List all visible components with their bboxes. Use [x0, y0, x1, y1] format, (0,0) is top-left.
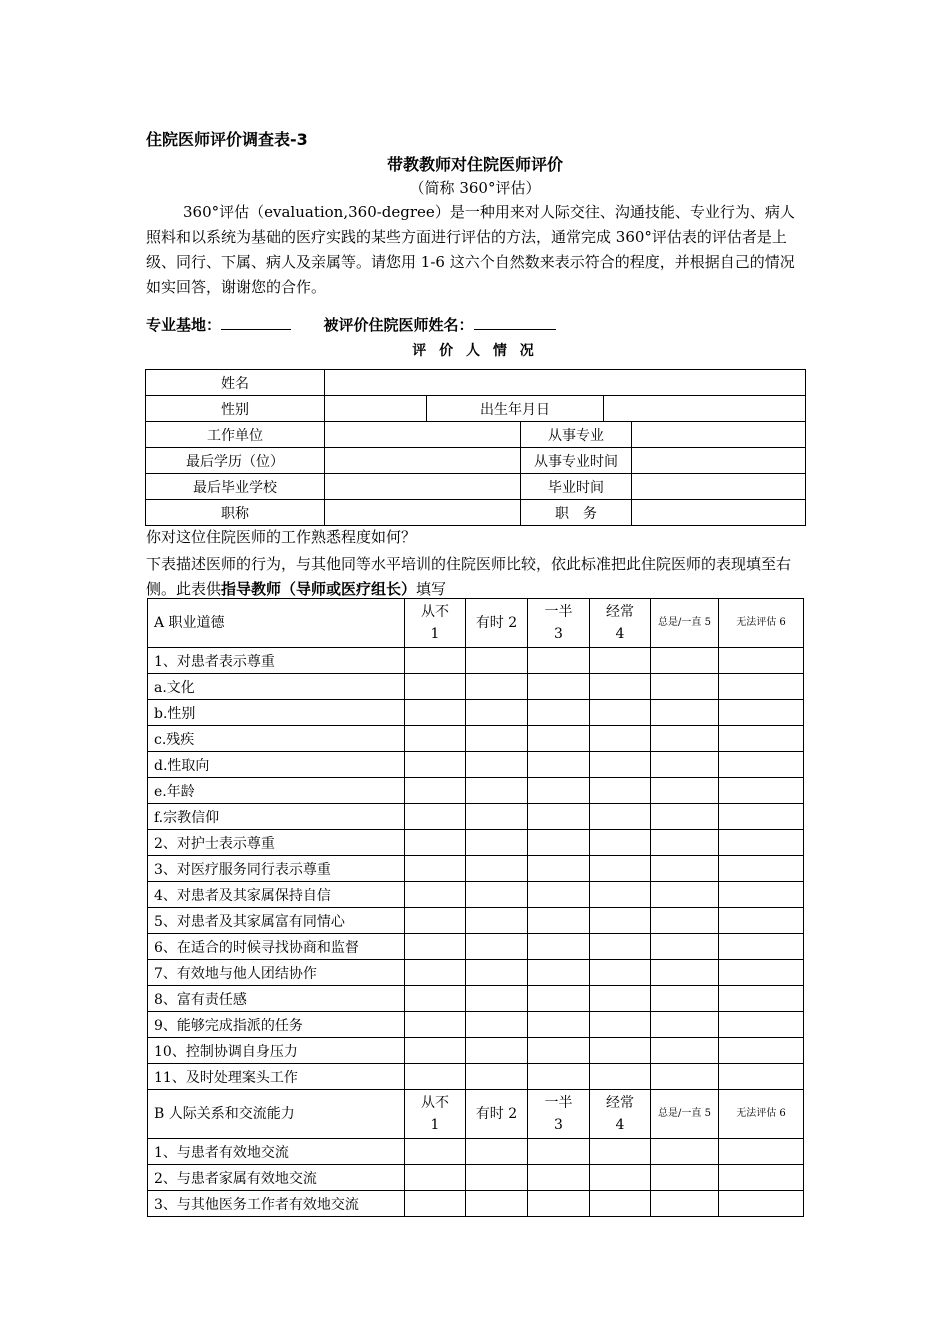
education-label: 最后学历（位） [146, 448, 325, 474]
name-label: 姓名 [146, 370, 325, 396]
rating-cell-3[interactable] [528, 882, 590, 908]
rating-cell-1[interactable] [405, 1165, 466, 1191]
school-input[interactable] [325, 474, 521, 500]
item-label: f.宗教信仰 [148, 804, 405, 830]
rating-cell-3[interactable] [528, 830, 590, 856]
rating-cell-5[interactable] [651, 1064, 719, 1090]
scale-unable: 无法评估 6 [719, 1090, 804, 1139]
rating-cell-1[interactable] [405, 1139, 466, 1165]
item-label: 2、对护士表示尊重 [148, 830, 405, 856]
table-row [148, 778, 804, 804]
gender-label: 性别 [146, 396, 325, 422]
rating-cell-3[interactable] [528, 700, 590, 726]
rating-cell-1[interactable] [405, 986, 466, 1012]
rating-cell-2[interactable] [466, 1139, 528, 1165]
gender-input[interactable] [325, 396, 427, 422]
rating-cell-5[interactable] [651, 882, 719, 908]
rating-cell-6[interactable] [719, 700, 804, 726]
rating-cell-1[interactable] [405, 648, 466, 674]
table-row [148, 908, 804, 934]
rating-cell-1[interactable] [405, 934, 466, 960]
rating-cell-2[interactable] [466, 674, 528, 700]
rating-cell-2[interactable] [466, 856, 528, 882]
section-header-row [148, 1090, 804, 1139]
description-suffix: 填写 [416, 580, 447, 598]
rating-cell-5[interactable] [651, 908, 719, 934]
rating-cell-3[interactable] [528, 1012, 590, 1038]
table-row [148, 674, 804, 700]
graduation-time-input[interactable] [632, 474, 806, 500]
rating-cell-1[interactable] [405, 1064, 466, 1090]
specialty-input[interactable] [632, 422, 806, 448]
rating-cell-3[interactable] [528, 648, 590, 674]
rating-cell-6[interactable] [719, 856, 804, 882]
school-label: 最后毕业学校 [146, 474, 325, 500]
rating-cell-1[interactable] [405, 1012, 466, 1038]
table-row [146, 422, 806, 448]
rating-cell-4[interactable] [590, 1064, 651, 1090]
description-bold: 指导教师（导师或医疗组长） [221, 580, 417, 598]
rating-cell-4[interactable] [590, 778, 651, 804]
rating-cell-1[interactable] [405, 882, 466, 908]
rating-cell-2[interactable] [466, 882, 528, 908]
rating-cell-4[interactable] [590, 934, 651, 960]
birth-input[interactable] [604, 396, 806, 422]
rating-cell-6[interactable] [719, 908, 804, 934]
rating-cell-1[interactable] [405, 700, 466, 726]
rating-cell-5[interactable] [651, 934, 719, 960]
section-header-row [148, 599, 804, 648]
rating-cell-3[interactable] [528, 934, 590, 960]
evaluation-table [147, 598, 804, 1217]
table-row [146, 474, 806, 500]
rating-cell-6[interactable] [719, 1038, 804, 1064]
rating-cell-5[interactable] [651, 986, 719, 1012]
birth-label: 出生年月日 [427, 396, 604, 422]
document-subtitle: （简称 360°评估） [409, 179, 541, 197]
rating-cell-6[interactable] [719, 778, 804, 804]
rating-cell-4[interactable] [590, 1012, 651, 1038]
table-row [148, 882, 804, 908]
fields-line [146, 314, 556, 335]
scale-half: 一半 3 [528, 1090, 590, 1139]
table-row [148, 960, 804, 986]
rating-cell-3[interactable] [528, 986, 590, 1012]
table-row [146, 370, 806, 396]
familiarity-question: 你对这位住院医师的工作熟悉程度如何？ [146, 528, 417, 546]
rating-cell-4[interactable] [590, 752, 651, 778]
rating-cell-6[interactable] [719, 726, 804, 752]
rating-cell-3[interactable] [528, 908, 590, 934]
rating-cell-3[interactable] [528, 1064, 590, 1090]
rating-cell-2[interactable] [466, 1012, 528, 1038]
description-prefix: 下表描述医师的行为，与其他同等水平培训的住院医师比较，依此标准把此住院医师的表现填至右侧。此表供 [146, 555, 792, 598]
rating-cell-2[interactable] [466, 700, 528, 726]
specialty-time-input[interactable] [632, 448, 806, 474]
item-label: 9、能够完成指派的任务 [148, 1012, 405, 1038]
rating-cell-3[interactable] [528, 778, 590, 804]
rating-cell-4[interactable] [590, 674, 651, 700]
item-label: 11、及时处理案头工作 [148, 1064, 405, 1090]
rating-cell-1[interactable] [405, 674, 466, 700]
evaluator-info-table [145, 369, 806, 526]
rating-cell-3[interactable] [528, 752, 590, 778]
scale-sometimes: 有时 2 [466, 1090, 528, 1139]
rating-cell-1[interactable] [405, 908, 466, 934]
rating-cell-2[interactable] [466, 960, 528, 986]
rating-cell-6[interactable] [719, 1139, 804, 1165]
rating-cell-5[interactable] [651, 1139, 719, 1165]
table-row [148, 986, 804, 1012]
table-row [148, 1191, 804, 1217]
scale-sometimes: 有时 2 [466, 599, 528, 648]
rating-cell-6[interactable] [719, 934, 804, 960]
section-a-title: A 职业道德 [148, 599, 405, 648]
rating-cell-2[interactable] [466, 830, 528, 856]
rating-cell-5[interactable] [651, 856, 719, 882]
rating-cell-5[interactable] [651, 1165, 719, 1191]
item-label: d.性取向 [148, 752, 405, 778]
rating-cell-6[interactable] [719, 882, 804, 908]
rating-cell-4[interactable] [590, 648, 651, 674]
item-label: 1、对患者表示尊重 [148, 648, 405, 674]
item-label: 4、对患者及其家属保持自信 [148, 882, 405, 908]
rating-cell-6[interactable] [719, 830, 804, 856]
position-input[interactable] [632, 500, 806, 526]
section-a [148, 599, 804, 1090]
education-input[interactable] [325, 448, 521, 474]
rating-cell-6[interactable] [719, 648, 804, 674]
item-label: 3、对医疗服务同行表示尊重 [148, 856, 405, 882]
rating-cell-5[interactable] [651, 1012, 719, 1038]
item-label: 5、对患者及其家属富有同情心 [148, 908, 405, 934]
rating-cell-5[interactable] [651, 648, 719, 674]
rating-cell-1[interactable] [405, 804, 466, 830]
rating-cell-5[interactable] [651, 752, 719, 778]
rating-cell-3[interactable] [528, 804, 590, 830]
rating-cell-2[interactable] [466, 1038, 528, 1064]
table-row [148, 700, 804, 726]
table-row [148, 726, 804, 752]
table-row [148, 752, 804, 778]
specialty-label: 从事专业 [521, 422, 632, 448]
rating-cell-4[interactable] [590, 882, 651, 908]
scale-often: 经常 4 [590, 599, 651, 648]
scale-unable: 无法评估 6 [719, 599, 804, 648]
rating-cell-6[interactable] [719, 752, 804, 778]
rating-cell-2[interactable] [466, 648, 528, 674]
rating-cell-1[interactable] [405, 778, 466, 804]
rating-cell-1[interactable] [405, 726, 466, 752]
rating-cell-4[interactable] [590, 986, 651, 1012]
rating-cell-4[interactable] [590, 1165, 651, 1191]
scale-often: 经常 4 [590, 1090, 651, 1139]
scale-always: 总是/一直 5 [651, 599, 719, 648]
table-row [148, 1038, 804, 1064]
rating-cell-3[interactable] [528, 726, 590, 752]
table-row [148, 934, 804, 960]
rating-cell-6[interactable] [719, 960, 804, 986]
rating-cell-2[interactable] [466, 752, 528, 778]
item-label: b.性别 [148, 700, 405, 726]
rating-cell-4[interactable] [590, 804, 651, 830]
section-b-title: B 人际关系和交流能力 [148, 1090, 405, 1139]
rating-cell-5[interactable] [651, 726, 719, 752]
rating-cell-2[interactable] [466, 1064, 528, 1090]
resident-name-input[interactable] [474, 314, 556, 330]
scale-never: 从不 1 [405, 1090, 466, 1139]
rating-cell-1[interactable] [405, 752, 466, 778]
table-row [148, 1139, 804, 1165]
item-label: 7、有效地与他人团结协作 [148, 960, 405, 986]
rating-cell-1[interactable] [405, 1191, 466, 1217]
rating-cell-6[interactable] [719, 1165, 804, 1191]
table-row [148, 1012, 804, 1038]
rating-cell-6[interactable] [719, 1064, 804, 1090]
item-label: 6、在适合的时候寻找协商和监督 [148, 934, 405, 960]
item-label: 8、富有责任感 [148, 986, 405, 1012]
rating-cell-1[interactable] [405, 1038, 466, 1064]
rating-cell-2[interactable] [466, 934, 528, 960]
rating-cell-3[interactable] [528, 674, 590, 700]
rating-cell-4[interactable] [590, 1139, 651, 1165]
workplace-label: 工作单位 [146, 422, 325, 448]
rating-cell-5[interactable] [651, 1038, 719, 1064]
table-row [146, 500, 806, 526]
title-label: 职称 [146, 500, 325, 526]
table-description [146, 552, 811, 602]
rating-cell-1[interactable] [405, 830, 466, 856]
table-row [148, 856, 804, 882]
rating-cell-2[interactable] [466, 726, 528, 752]
base-label: 专业基地： [146, 316, 222, 334]
rating-cell-4[interactable] [590, 1191, 651, 1217]
rating-cell-4[interactable] [590, 856, 651, 882]
rating-cell-5[interactable] [651, 674, 719, 700]
table-row [148, 830, 804, 856]
rating-cell-5[interactable] [651, 804, 719, 830]
rating-cell-2[interactable] [466, 804, 528, 830]
scale-never: 从不 1 [405, 599, 466, 648]
graduation-time-label: 毕业时间 [521, 474, 632, 500]
rating-cell-6[interactable] [719, 986, 804, 1012]
table-row [148, 1165, 804, 1191]
item-label: 2、与患者家属有效地交流 [148, 1165, 405, 1191]
section-b [148, 1090, 804, 1217]
item-label: 1、与患者有效地交流 [148, 1139, 405, 1165]
item-label: 10、控制协调自身压力 [148, 1038, 405, 1064]
title-input[interactable] [325, 500, 521, 526]
evaluator-heading: 评 价 人 情 况 [412, 343, 538, 359]
rating-cell-2[interactable] [466, 778, 528, 804]
rating-cell-5[interactable] [651, 778, 719, 804]
item-label: 3、与其他医务工作者有效地交流 [148, 1191, 405, 1217]
specialty-time-label: 从事专业时间 [521, 448, 632, 474]
rating-cell-4[interactable] [590, 726, 651, 752]
rating-cell-5[interactable] [651, 1191, 719, 1217]
table-row [148, 1064, 804, 1090]
position-label: 职 务 [521, 500, 632, 526]
table-row [148, 648, 804, 674]
table-row [148, 804, 804, 830]
rating-cell-3[interactable] [528, 1191, 590, 1217]
rating-cell-4[interactable] [590, 700, 651, 726]
rating-cell-3[interactable] [528, 960, 590, 986]
rating-cell-5[interactable] [651, 830, 719, 856]
rating-cell-4[interactable] [590, 960, 651, 986]
rating-cell-1[interactable] [405, 960, 466, 986]
table-row [146, 448, 806, 474]
rating-cell-6[interactable] [719, 674, 804, 700]
rating-cell-3[interactable] [528, 1165, 590, 1191]
rating-cell-5[interactable] [651, 960, 719, 986]
rating-cell-3[interactable] [528, 856, 590, 882]
rating-cell-3[interactable] [528, 1139, 590, 1165]
rating-cell-1[interactable] [405, 856, 466, 882]
resident-name-label: 被评价住院医师姓名： [323, 316, 474, 334]
document-title: 带教教师对住院医师评价 [386, 155, 563, 174]
rating-cell-5[interactable] [651, 700, 719, 726]
name-input[interactable] [325, 370, 806, 396]
rating-cell-6[interactable] [719, 804, 804, 830]
rating-cell-4[interactable] [590, 908, 651, 934]
item-label: a.文化 [148, 674, 405, 700]
rating-cell-4[interactable] [590, 1038, 651, 1064]
intro-paragraph: 360°评估（evaluation,360-degree）是一种用来对人际交往、沟通技能、专业行为、病人照料和以系统为基础的医疗实践的某些方面进行评估的方法，通常完成 360°评估表的评估者是上级、同行、下属、病人及亲属等。请您用 1-6 这六个自然数来表示符合的程度，并根据自己的情况如实回答，谢谢您的合作。 [146, 203, 795, 296]
rating-cell-6[interactable] [719, 1191, 804, 1217]
base-input[interactable] [221, 314, 291, 330]
item-label: e.年龄 [148, 778, 405, 804]
scale-half: 一半 3 [528, 599, 590, 648]
scale-always: 总是/一直 5 [651, 1090, 719, 1139]
workplace-input[interactable] [325, 422, 521, 448]
rating-cell-4[interactable] [590, 830, 651, 856]
rating-cell-3[interactable] [528, 1038, 590, 1064]
rating-cell-6[interactable] [719, 1012, 804, 1038]
table-row [146, 396, 806, 422]
rating-cell-2[interactable] [466, 1165, 528, 1191]
rating-cell-2[interactable] [466, 908, 528, 934]
rating-cell-2[interactable] [466, 1191, 528, 1217]
rating-cell-2[interactable] [466, 986, 528, 1012]
form-label: 住院医师评价调查表-3 [146, 130, 308, 149]
item-label: c.残疾 [148, 726, 405, 752]
